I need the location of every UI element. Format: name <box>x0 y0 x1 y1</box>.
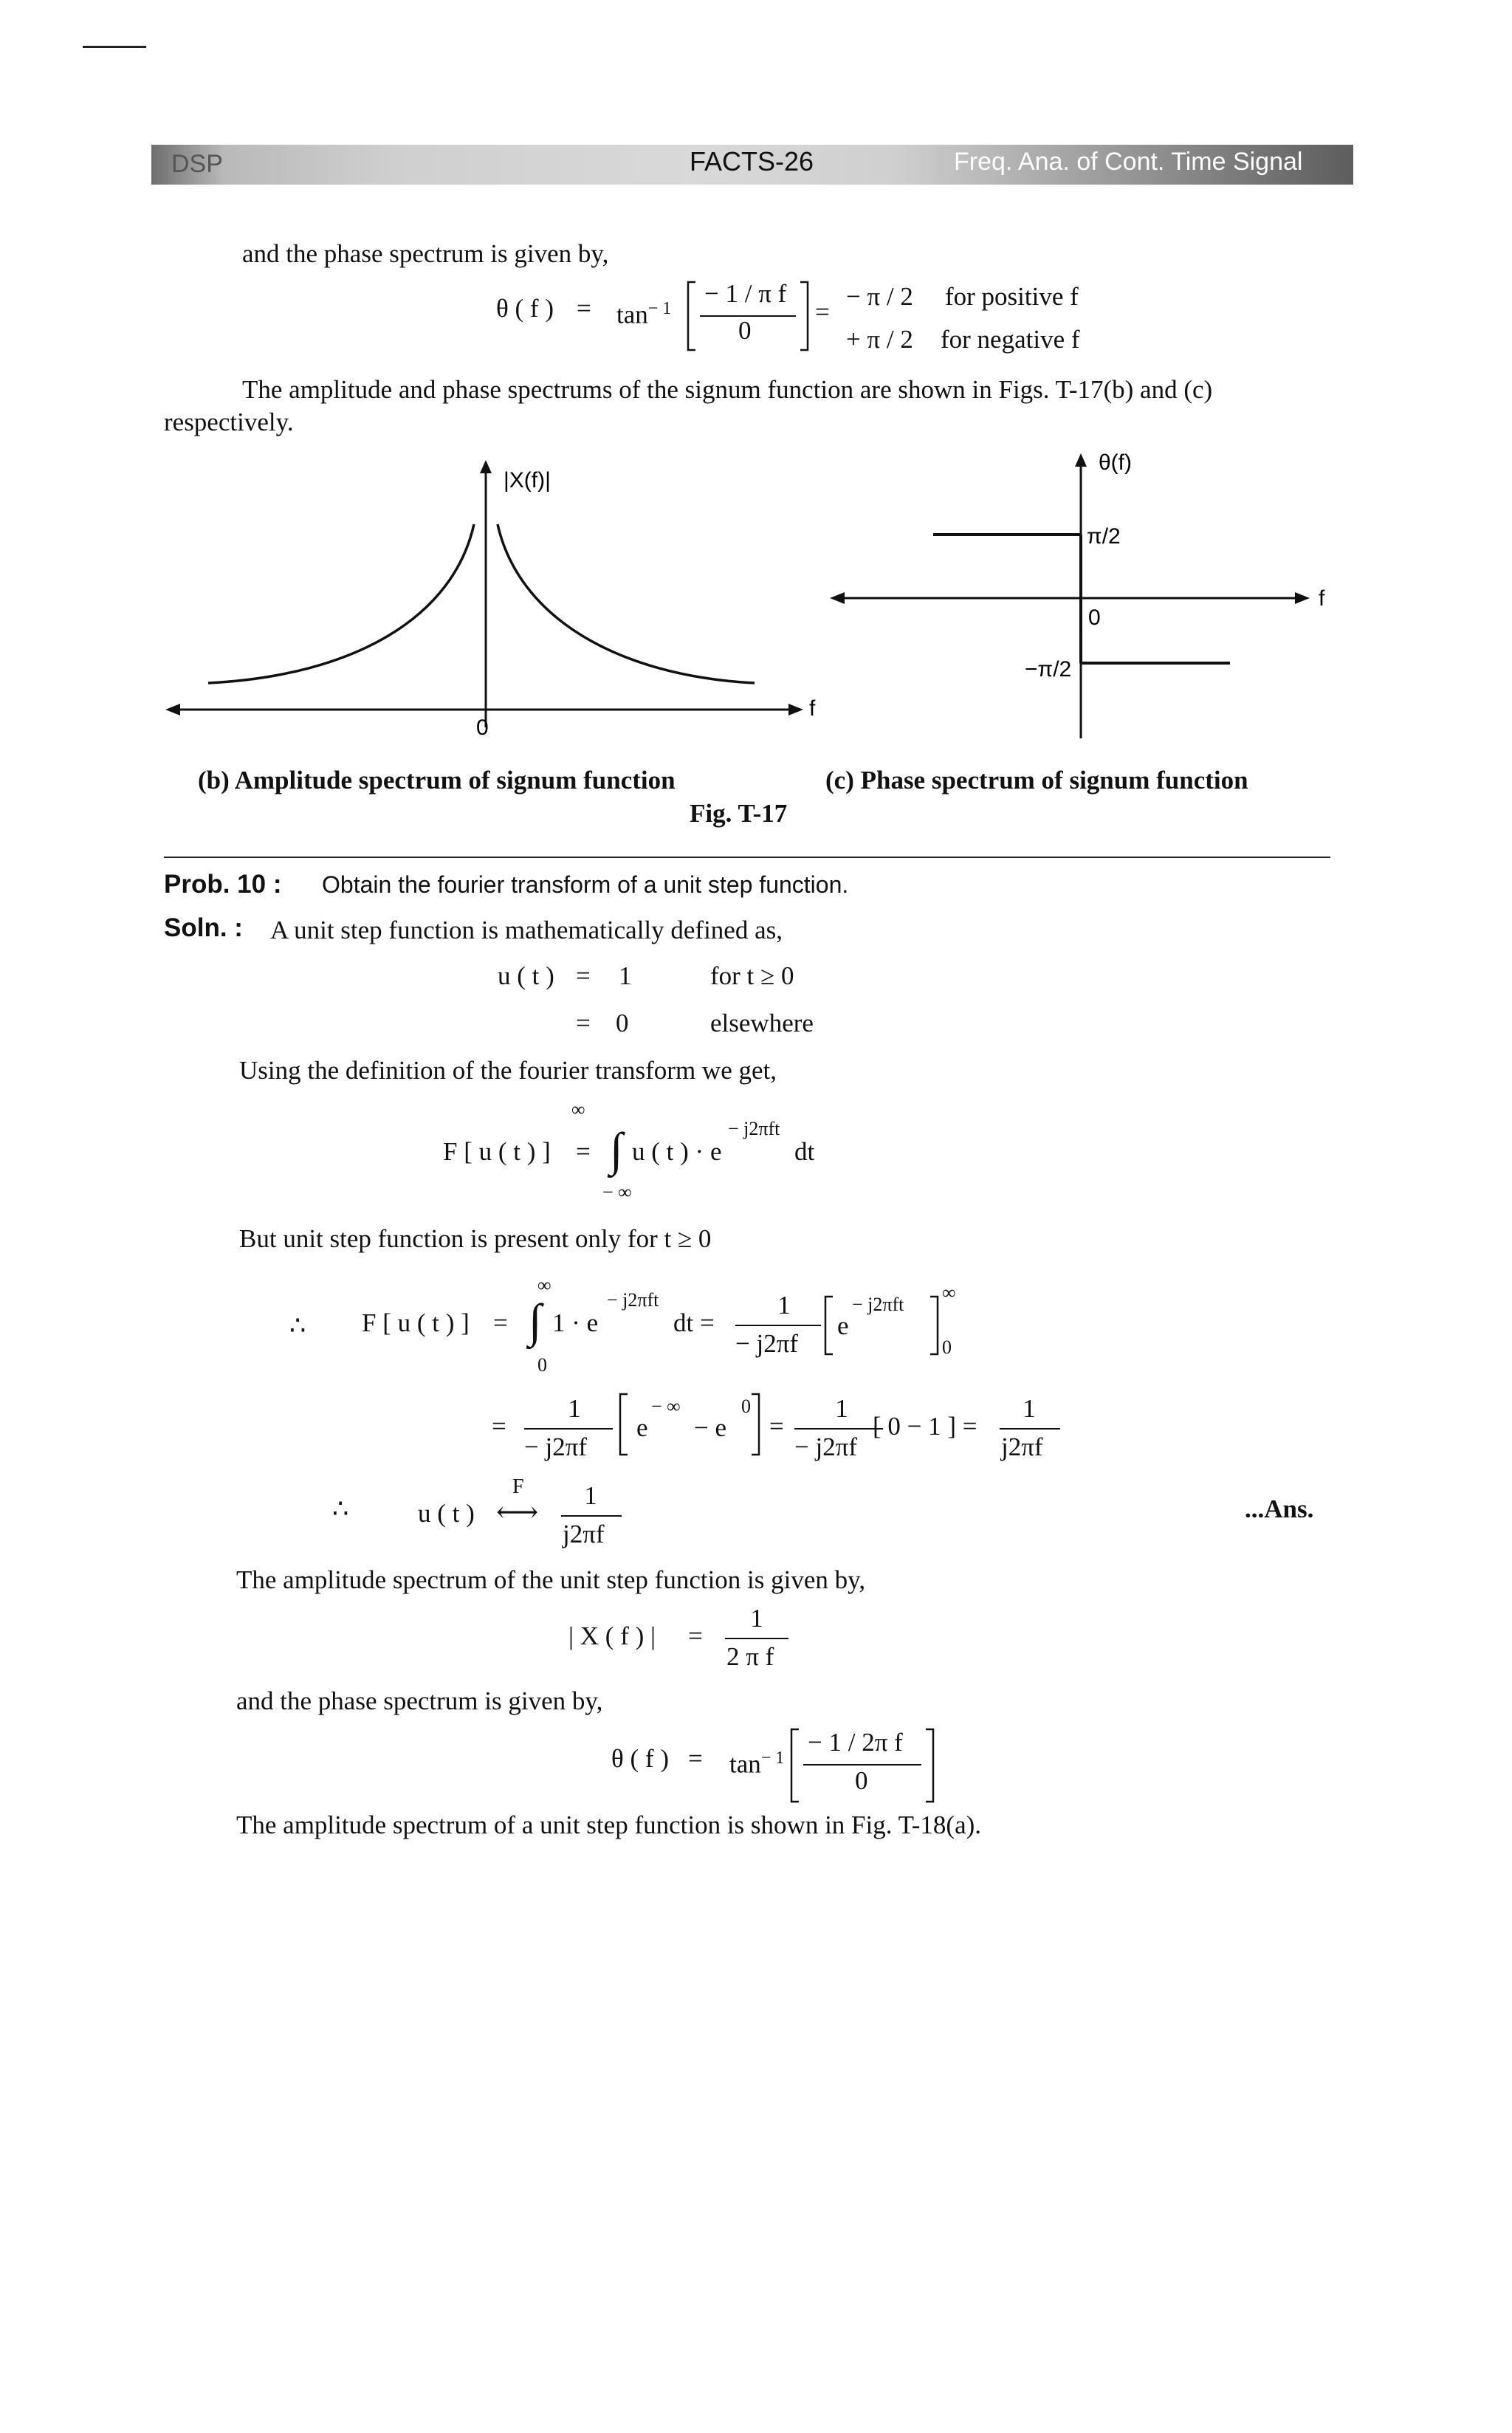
F2-lhs: F [ u ( t ) ] <box>362 1308 470 1337</box>
fig-c-x-arrow-right <box>1295 592 1310 604</box>
top-margin-dash <box>83 46 146 48</box>
fig-b-x-arrow-right <box>788 704 803 716</box>
integral1-lower-limit: − ∞ <box>602 1181 632 1203</box>
header-left-text: DSP <box>171 150 223 178</box>
fig-c-pos-label: π/2 <box>1087 524 1121 549</box>
therefore-1: ∴ <box>289 1311 306 1340</box>
fig-c-xlabel: f <box>1319 586 1325 611</box>
ut-lhs: u ( t ) <box>498 961 554 990</box>
F3-equals-2: = <box>769 1412 784 1441</box>
integral1-upper-limit: ∞ <box>571 1099 585 1120</box>
fig-b-x-arrow-left <box>165 704 180 716</box>
F3-exp1: − ∞ <box>651 1396 681 1417</box>
F1-lhs: F [ u ( t ) ] <box>443 1137 551 1166</box>
F3-num2: 1 <box>835 1394 848 1423</box>
F3-minus-e: − e <box>694 1413 727 1442</box>
theta2-numerator: − 1 / 2π f <box>808 1728 903 1757</box>
phase-intro-text: and the phase spectrum is given by, <box>242 239 609 268</box>
soln-text: A unit step function is mathematically defined as, <box>270 916 783 944</box>
fig-b-caption: (b) Amplitude spectrum of signum function <box>198 766 676 795</box>
F2-frac-num: 1 <box>777 1291 791 1320</box>
theta-case2-condition: for negative f <box>941 325 1080 354</box>
fig-c-origin: 0 <box>1088 605 1101 630</box>
theta-tan: $\tan^{- 1}$ <box>616 299 672 329</box>
fig-b-origin: 0 <box>476 716 489 740</box>
fig-c-x-arrow-left <box>830 592 845 604</box>
amp-num: 1 <box>750 1604 763 1633</box>
F2-dt: dt = <box>673 1308 715 1337</box>
ut-value-1: 1 <box>619 961 632 990</box>
F2-bracket-e: e <box>837 1311 849 1340</box>
fig-c-y-arrow <box>1075 453 1087 467</box>
F2-frac-bar <box>735 1325 821 1326</box>
header-chapter-title: Freq. Ana. of Cont. Time Signal <box>954 148 1303 176</box>
fig-b-y-arrow <box>480 460 492 473</box>
F2-integrand: 1 · e <box>552 1308 599 1337</box>
F1-equals: = <box>576 1137 591 1166</box>
F3-e1: e <box>636 1413 648 1442</box>
F3-bar3 <box>1000 1428 1060 1430</box>
F3-num1: 1 <box>568 1394 581 1423</box>
fig-b-curve-right <box>498 524 755 683</box>
F2-frac-den: − j2πf <box>735 1329 799 1358</box>
integral2-lower-limit: 0 <box>537 1354 547 1376</box>
theta-numerator: − 1 / π f <box>704 279 787 308</box>
phase-spectrum-figure <box>827 443 1344 746</box>
section-divider <box>164 857 1330 858</box>
ut-value-2: 0 <box>616 1009 629 1037</box>
F3-den2: − j2πf <box>794 1432 858 1461</box>
header-page-number: FACTS-26 <box>690 146 814 176</box>
F3-bracket-expr: [ 0 − 1 ] = <box>873 1412 977 1441</box>
fig-b-curve-left <box>208 524 474 683</box>
ans-marker: ...Ans. <box>1245 1495 1314 1523</box>
prob-label: Prob. 10 : <box>164 870 282 899</box>
amp-bar <box>725 1638 788 1639</box>
theta-denominator: 0 <box>738 316 752 345</box>
F1-dt: dt <box>794 1137 815 1166</box>
spectrums-paragraph: The amplitude and phase spectrums of the signum function are shown in Figs. T-17(b) and (c) respectively. <box>164 375 1213 436</box>
F3-den1: − j2πf <box>524 1432 588 1461</box>
F1-integrand: u ( t ) · e <box>632 1137 722 1166</box>
theta2-denominator: 0 <box>855 1766 868 1795</box>
theta2-equals: = <box>688 1744 703 1773</box>
F2-equals: = <box>493 1308 508 1337</box>
pair-den: j2πf <box>563 1520 605 1548</box>
integral2-upper-limit: ∞ <box>537 1274 551 1296</box>
F3-equals: = <box>492 1412 506 1441</box>
fig-c-neg-label: −π/2 <box>1025 657 1072 682</box>
soln-label: Soln. : <box>164 913 243 942</box>
pair-bar <box>561 1515 622 1517</box>
phase-intro-2-text: and the phase spectrum is given by, <box>236 1686 603 1715</box>
F1-exponent: − j2πft <box>728 1118 780 1139</box>
theta-case1-condition: for positive f <box>945 282 1079 311</box>
but-line-text: But unit step function is present only for t ≥ 0 <box>239 1224 712 1253</box>
prob-text: Obtain the fourier transform of a unit step function. <box>322 871 849 898</box>
fig-c-caption: (c) Phase spectrum of signum function <box>825 766 1248 795</box>
amp-equals: = <box>688 1622 703 1650</box>
integral1-sign: ∫ <box>610 1123 623 1176</box>
theta-lhs: θ ( f ) <box>496 294 554 323</box>
fig-c-ylabel: θ(f) <box>1099 450 1132 475</box>
fig-b-ylabel: |X(f)| <box>504 468 551 493</box>
therefore-2: ∴ <box>332 1495 349 1523</box>
F3-bar2 <box>794 1428 883 1430</box>
amp-intro-text: The amplitude spectrum of the unit step function is given by, <box>236 1565 866 1594</box>
F3-den3: j2πf <box>1001 1432 1043 1461</box>
pair-num: 1 <box>584 1481 597 1510</box>
theta-equals: = <box>577 294 591 323</box>
pair-double-arrow: ⟷ <box>496 1495 539 1528</box>
using-definition-text: Using the definition of the fourier transform we get, <box>239 1056 777 1085</box>
ut-equals: = <box>576 961 591 990</box>
integral2-sign: ∫ <box>529 1294 542 1347</box>
F3-bar1 <box>524 1428 613 1430</box>
ut-condition-2: elsewhere <box>710 1009 814 1037</box>
F2-bracket-exp: − j2πft <box>852 1294 904 1315</box>
F2-exponent: − j2πft <box>607 1289 659 1311</box>
ut-condition-1: for t ≥ 0 <box>710 961 794 990</box>
pair-arrow-label: F <box>512 1475 524 1498</box>
theta-equals-2: = <box>815 298 830 326</box>
theta2-tan: $\tan^{- 1}$ <box>729 1749 785 1779</box>
amp-den: 2 π f <box>726 1642 774 1671</box>
F2-lower-limit: 0 <box>942 1336 952 1358</box>
theta2-lhs: θ ( f ) <box>611 1744 669 1773</box>
figure-label: Fig. T-17 <box>690 799 788 828</box>
last-line-text: The amplitude spectrum of a unit step function is shown in Fig. T-18(a). <box>236 1811 982 1839</box>
pair-lhs: u ( t ) <box>418 1499 475 1528</box>
theta-case1-value: − π / 2 <box>846 282 913 311</box>
amp-lhs: | X ( f ) | <box>568 1622 656 1650</box>
F3-exp2: 0 <box>741 1396 751 1417</box>
F3-num3: 1 <box>1023 1394 1036 1423</box>
fig-b-xlabel: f <box>809 696 816 721</box>
F2-upper-limit: ∞ <box>942 1282 956 1303</box>
theta-case2-value: + π / 2 <box>846 325 913 354</box>
amplitude-spectrum-figure <box>164 454 814 749</box>
ut-equals-2: = <box>576 1009 591 1037</box>
